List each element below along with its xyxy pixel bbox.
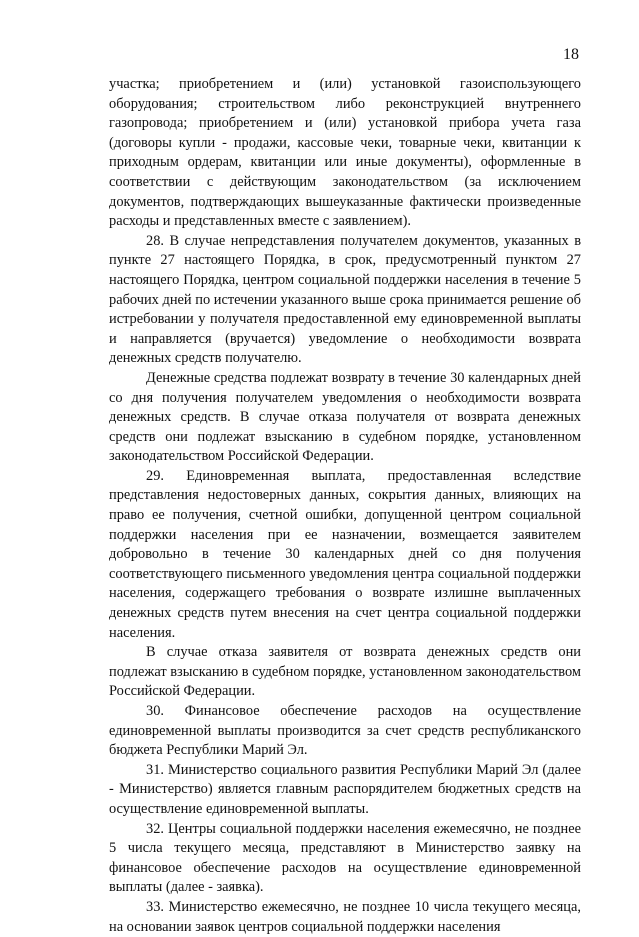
paragraph-continuation: участка; приобретением и (или) установкой газоиспользующего оборудования; строительством либо реконструкцией внутреннего газопровода; приобретением и (или) установкой прибора учета газа (договоры купли - продажи, кассовые чеки, товарные чеки, квитанции к приходным ордерам, квитанции или иные документы), оформленные в соответствии с действующим законодательством (за исключением документов, подтверждающих вышеуказанные фактически произведенные расходы и представленных вместе с заявлением). <box>109 76 581 230</box>
page-number: 18 <box>563 46 579 63</box>
document-body <box>109 75 581 937</box>
paragraph-30: 30. Финансовое обеспечение расходов на осуществление единовременной выплаты производится за счет средств республиканского бюджета Республики Марий Эл. <box>109 703 581 759</box>
paragraph-29-refusal: В случае отказа заявителя от возврата денежных средств они подлежат взысканию в судебном порядке, установленном законодательством Российской Федерации. <box>109 644 581 700</box>
paragraph-28-refund: Денежные средства подлежат возврату в течение 30 календарных дней со дня получения получателем уведомления о необходимости возврата денежных средств. В случае отказа получателя от возврата денежных средств они подлежат взысканию в судебном порядке, установленном законодательством Российской Федерации. <box>109 369 581 465</box>
paragraph-33: 33. Министерство ежемесячно, не позднее 10 числа текущего месяца, на основании заявок центров социальной поддержки населения <box>109 898 581 935</box>
paragraph-29: 29. Единовременная выплата, предоставленная вследствие представления недостоверных данных, сокрытия данных, влияющих на право ее получения, счетной ошибки, допущенной центром социальной поддержки населения при ее назначении, возмещается заявителем добровольно в течение 30 календарных дней со дня получения соответствующего письменного уведомления центра социальной поддержки населения, содержащего требования о возврате излишне выплаченных денежных средств путем внесения на счет центра социальной поддержки населения. <box>109 467 581 641</box>
paragraph-31: 31. Министерство социального развития Республики Марий Эл (далее - Министерство) является главным распорядителем бюджетных средств на осуществление единовременной выплаты. <box>109 761 581 817</box>
paragraph-32: 32. Центры социальной поддержки населения ежемесячно, не позднее 5 числа текущего месяца, представляют в Министерство заявку на финансовое обеспечение расходов на осуществление единовременной выплаты (далее - заявка). <box>109 820 581 896</box>
paragraph-28: 28. В случае непредставления получателем документов, указанных в пункте 27 настоящего Порядка, в срок, предусмотренный пунктом 27 настоящего Порядка, центром социальной поддержки населения в течение 5 рабочих дней по истечении указанного выше срока принимается решение об истребовании у получателя предоставленной ему единовременной выплаты и направляется (вручается) уведомление о необходимости возврата денежных средств получателю. <box>109 232 581 367</box>
